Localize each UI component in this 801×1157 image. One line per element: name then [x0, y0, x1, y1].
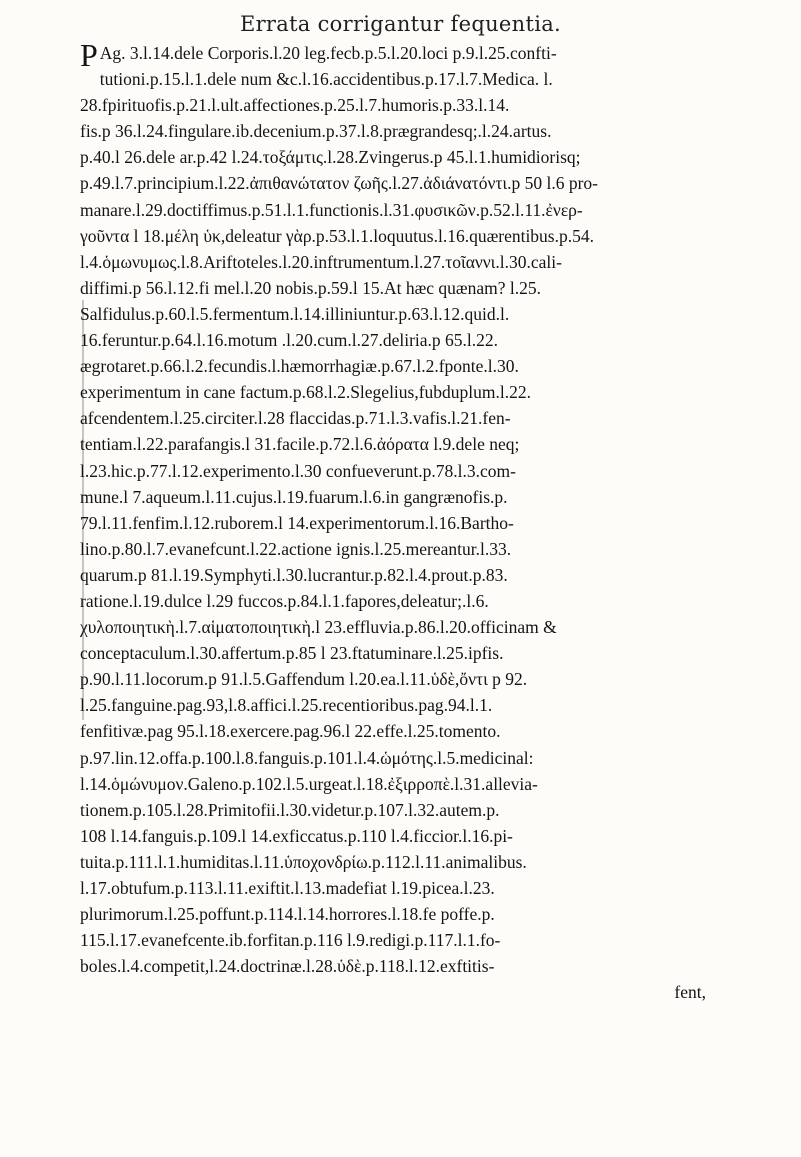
errata-line: tutioni.p.15.l.1.dele num &c.l.16.accidentibus.p.17.l.7.Medica. l. — [99, 69, 553, 90]
errata-line: l.23.hic.p.77.l.12.experimento.l.30 confueverunt.p.78.l.3.com- — [80, 460, 516, 481]
errata-line: p.49.l.7.principium.l.22.ἀπιθανώτατον ζωῆς.l.27.ἀδιάνατόντι.p 50 l.6 pro- — [80, 173, 599, 194]
errata-line: l.17.obtufum.p.113.l.11.exiftit.l.13.madefiat l.19.picea.l.23. — [80, 878, 495, 898]
drop-capital: P — [80, 37, 98, 73]
errata-line: tentiam.l.22.parafangis.l 31.facile.p.72.l.6.ἀόρατα l.9.dele neq; — [80, 434, 520, 455]
errata-line: fenfitivæ.pag 95.l.18.exercere.pag.96.l 22.effe.l.25.tomento. — [80, 721, 501, 742]
errata-line: l.14.ὁμώνυμον.Galeno.p.102.l.5.urgeat.l.18.ἐξιρροπὲ.l.31.allevia- — [80, 773, 538, 794]
errata-line: γοῦντα l 18.μέλη ὑκ,deleatur γὰρ.p.53.l.1.loquutus.l.16.quærentibus.p.54. — [80, 225, 594, 246]
errata-line: tuita.p.111.l.1.humiditas.l.11.ὑποχονδρίω.p.112.l.11.animalibus. — [80, 851, 527, 872]
errata-line: manare.l.29.doctiffimus.p.51.l.1.functionis.l.31.φυσικῶν.p.52.l.11.ἐνερ- — [80, 199, 583, 220]
errata-line: 79.l.11.fenfim.l.12.ruborem.l 14.experimentorum.l.16.Bartho- — [80, 512, 514, 533]
errata-line: conceptaculum.l.30.affertum.p.85 l 23.ftatuminare.l.25.ipfis. — [80, 643, 504, 664]
errata-line: lino.p.80.l.7.evanefcunt.l.22.actione ignis.l.25.mereantur.l.33. — [80, 538, 512, 559]
errata-line: afcendentem.l.25.circiter.l.28 flaccidas.p.71.l.3.vafis.l.21.fen- — [80, 408, 511, 429]
errata-line: χυλοποιητικὴ.l.7.αἱματοποιητικὴ.l 23.effluvia.p.86.l.20.officinam & — [80, 617, 557, 638]
errata-line: Ag. 3.l.14.dele Corporis.l.20 leg.fecb.p.5.l.20.loci p.9.l.25.confti- — [99, 43, 557, 63]
errata-line: 108 l.14.fanguis.p.109.l 14.exficcatus.p.110 l.4.ficcior.l.16.pi- — [80, 825, 513, 846]
errata-line: diffimi.p 56.l.12.fi mel.l.20 nobis.p.59.l 15.At hæc quænam? l.25. — [80, 277, 541, 298]
errata-line: p.97.lin.12.offa.p.100.l.8.fanguis.p.101.l.4.ὡμότης.l.5.medicinal: — [80, 747, 534, 768]
errata-heading: Errata corrigantur fequentia. — [239, 12, 562, 36]
errata-line: 115.l.17.evanefcente.ib.forfitan.p.116 l.9.redigi.p.117.l.1.fo- — [80, 930, 501, 951]
errata-line: mune.l 7.aqueum.l.11.cujus.l.19.fuarum.l.6.in gangrænofis.p. — [80, 486, 508, 507]
errata-line: fis.p 36.l.24.fingulare.ib.decenium.p.37.l.8.prægrandesq;.l.24.artus. — [80, 121, 552, 142]
catchword: fent, — [674, 982, 706, 1003]
errata-line: experimentum in cane factum.p.68.l.2.Slegelius,fubduplum.l.22. — [80, 382, 532, 403]
errata-line: ægrotaret.p.66.l.2.fecundis.l.hæmorrhagiæ.p.67.l.2.fponte.l.30. — [80, 356, 519, 377]
errata-line: l.25.fanguine.pag.93,l.8.affici.l.25.recentioribus.pag.94.l.1. — [80, 695, 493, 716]
errata-line: l.4.ὁμωνυμως.l.8.Ariftoteles.l.20.inftrumentum.l.27.τοῖαννι.l.30.cali- — [80, 251, 562, 272]
errata-line: ratione.l.19.dulce l.29 fuccos.p.84.l.1.fapores,deleatur;.l.6. — [80, 590, 489, 611]
errata-line: 16.feruntur.p.64.l.16.motum .l.20.cum.l.27.deliria.p 65.l.22. — [80, 330, 499, 351]
errata-text-block — [80, 37, 746, 1005]
errata-line: Salfidulus.p.60.l.5.fermentum.l.14.illiniuntur.p.63.l.12.quid.l. — [80, 303, 510, 324]
errata-line: plurimorum.l.25.poffunt.p.114.l.14.horrores.l.18.fe poffe.p. — [80, 904, 495, 925]
errata-line: boles.l.4.competit,l.24.doctrinæ.l.28.ὑδὲ.p.118.l.12.exftitis- — [80, 956, 495, 977]
errata-line: p.40.l 26.dele ar.p.42 l.24.τοξάμτις.l.28.Zvingerus.p 45.l.1.humidiorisq; — [80, 147, 581, 168]
errata-line: quarum.p 81.l.19.Symphyti.l.30.lucrantur.p.82.l.4.prout.p.83. — [80, 564, 508, 585]
errata-line: 28.fpirituofis.p.21.l.ult.affectiones.p.25.l.7.humoris.p.33.l.14. — [80, 95, 510, 116]
errata-line: p.90.l.11.locorum.p 91.l.5.Gaffendum l.20.ea.l.11.ὑδὲ,ὄντι p 92. — [80, 669, 528, 690]
errata-line: tionem.p.105.l.28.Primitofii.l.30.videtur.p.107.l.32.autem.p. — [80, 799, 500, 820]
